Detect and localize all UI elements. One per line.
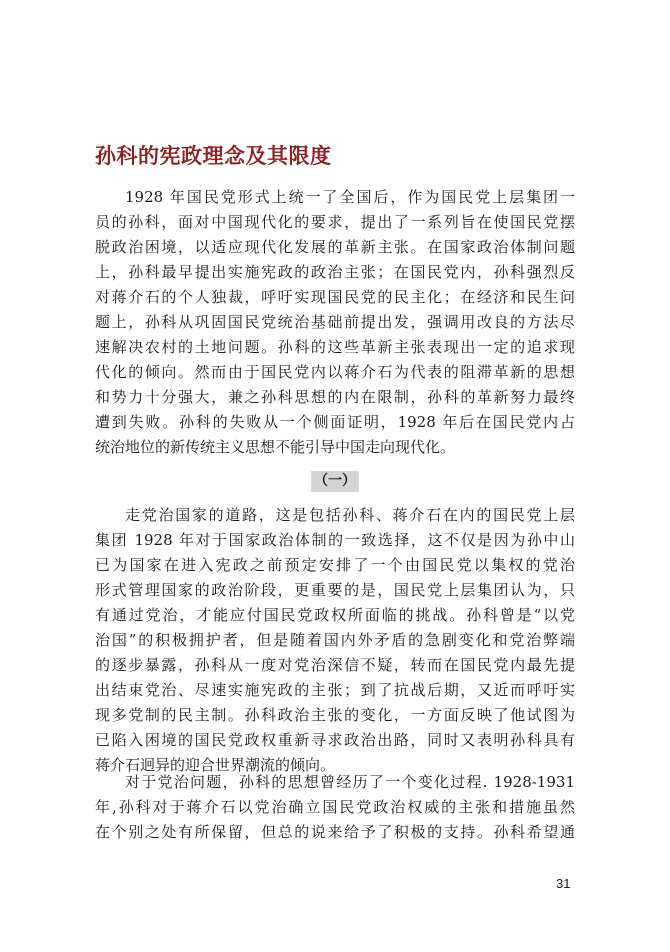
text-line: 形式管理国家的政治阶段，更重要的是，国民党上层集团认为，只 <box>95 581 575 599</box>
text-line: 有通过党治，才能应付国民党政权所面临的挑战。孙科曾是“以党 <box>95 606 575 624</box>
text-line: 蒋介石迥异的迎合世界潮流的倾向。 <box>95 756 336 774</box>
text-line: 代化的倾向。然而由于国民党内以蒋介石为代表的阻滞革新的思想 <box>95 363 575 381</box>
text-line: 遭到失败。孙科的失败从一个侧面证明，1928 年后在国民党内占 <box>95 413 575 431</box>
text-line: 已为国家在进入宪政之前预定安排了一个由国民党以集权的党治 <box>95 556 575 574</box>
text-line: 员的孙科，面对中国现代化的要求，提出了一系列旨在使国民党摆 <box>95 213 575 231</box>
text-line: 1928 年国民党形式上统一了全国后，作为国民党上层集团一 <box>125 188 575 206</box>
text-line: 题上，孙科从巩固国民党统治基础前提出发，强调用改良的方法尽 <box>95 313 575 331</box>
text-line: 速解决农村的土地问题。孙科的这些革新主张表现出一定的追求现 <box>95 338 575 356</box>
text-line: 上，孙科最早提出实施宪政的政治主张；在国民党内，孙科强烈反 <box>95 263 575 281</box>
text-line: 年,孙科对于蒋介石以党治确立国民党政治权威的主张和措施虽然 <box>95 798 575 816</box>
text-line: 治国”的积极拥护者，但是随着国内外矛盾的急剧变化和党治弊端 <box>95 631 575 649</box>
intro-paragraph <box>95 185 575 460</box>
body-paragraph-1 <box>95 503 575 778</box>
text-line: 出结束党治、尽速实施宪政的主张；到了抗战后期，又近而呼吁实 <box>95 681 575 699</box>
text-line: 脱政治困境，以适应现代化发展的革新主张。在国家政治体制问题 <box>95 238 575 256</box>
text-line: 统治地位的新传统主义思想不能引导中国走向现代化。 <box>95 438 456 456</box>
text-line: 集团 1928 年对于国家政治体制的一致选择，这不仅是因为孙中山 <box>95 531 575 549</box>
text-line: 和势力十分强大，兼之孙科思想的内在限制，孙科的革新努力最终 <box>95 388 575 406</box>
text-line: 的逐步暴露，孙科从一度对党治深信不疑，转而在国民党内最先提 <box>95 656 575 674</box>
text-line: 在个别之处有所保留，但总的说来给予了积极的支持。孙科希望通 <box>95 823 575 841</box>
section-heading: （一） <box>311 471 359 492</box>
text-line: 对蒋介石的个人独裁，呼吁实现国民党的民主化；在经济和民生问 <box>95 288 575 306</box>
page-number: 31 <box>556 876 571 891</box>
text-line: 走党治国家的道路，这是包括孙科、蒋介石在内的国民党上层 <box>125 506 575 524</box>
chapter-title: 孙科的宪政理念及其限度 <box>95 143 332 168</box>
body-paragraph-2 <box>95 770 575 845</box>
text-line: 现多党制的民主制。孙科政治主张的变化，一方面反映了他试图为 <box>95 706 575 724</box>
text-line: 对于党治问题，孙科的思想曾经历了一个变化过程. 1928-1931 <box>125 773 575 791</box>
text-line: 已陷入困境的国民党政权重新寻求政治出路，同时又表明孙科具有 <box>95 731 575 749</box>
